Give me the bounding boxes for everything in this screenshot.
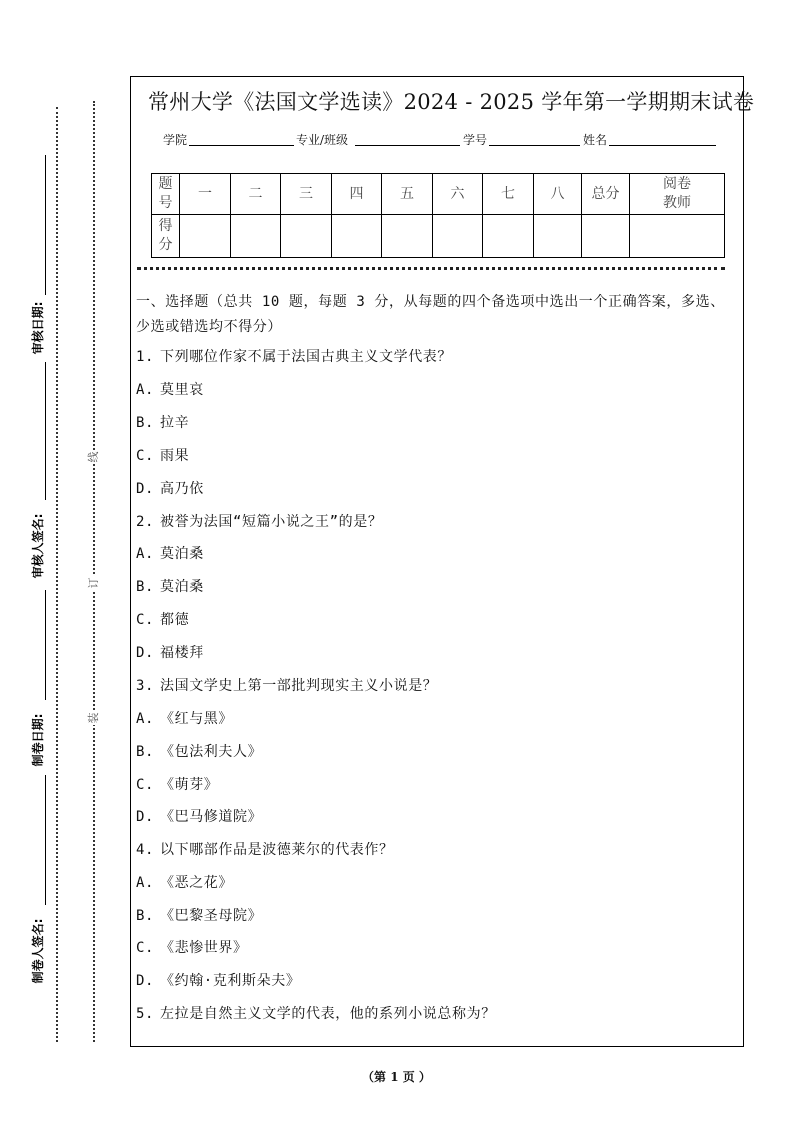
name-input[interactable] [609, 145, 716, 146]
line-mark: 线 [87, 451, 100, 463]
option-text: 《悲惨世界》 [160, 940, 248, 956]
option-text: 《萌芽》 [160, 777, 219, 793]
review-date-line [45, 155, 46, 295]
q1-option-d[interactable] [136, 478, 204, 498]
question-number-row [152, 174, 725, 215]
q2-option-a[interactable] [136, 543, 204, 563]
option-letter: C. [136, 940, 155, 956]
col-header-total: 总分 [582, 174, 630, 215]
college-input[interactable] [189, 145, 294, 146]
option-letter: B. [136, 415, 155, 431]
reviewer-signature-label: 审核人签名: [31, 513, 45, 579]
major-class-input[interactable] [355, 145, 460, 146]
option-text: 都德 [160, 612, 190, 628]
name-label: 姓名 [583, 133, 608, 147]
option-text: 高乃依 [160, 481, 204, 497]
score-cell-7[interactable] [483, 215, 534, 258]
question-number: 4. [136, 842, 155, 858]
row-header-char: 分 [158, 237, 173, 253]
score-table [151, 173, 725, 258]
question-1 [136, 346, 452, 366]
student-id-input[interactable] [489, 145, 580, 146]
preparer-signature-label: 制卷人签名: [31, 918, 45, 984]
option-text: 《红与黑》 [160, 711, 233, 727]
option-letter: A. [136, 382, 155, 398]
option-text: 莫里哀 [160, 382, 204, 398]
outer-dotted-line [56, 107, 58, 1042]
q1-option-c[interactable] [136, 445, 189, 465]
prepare-date-label: 制卷日期: [31, 713, 45, 767]
col-header-6: 六 [433, 174, 483, 215]
reviewer-signature-line-top [45, 362, 46, 500]
score-cell-1[interactable] [180, 215, 231, 258]
q2-option-b[interactable] [136, 576, 204, 596]
option-text: 《巴马修道院》 [160, 809, 263, 825]
col-header-3: 三 [281, 174, 332, 215]
option-letter: D. [136, 481, 155, 497]
option-text: 莫泊桑 [160, 579, 204, 595]
question-number: 2. [136, 514, 155, 530]
q1-option-b[interactable] [136, 412, 189, 432]
option-letter: B. [136, 579, 155, 595]
option-text: 《包法利夫人》 [160, 744, 263, 760]
q2-option-d[interactable] [136, 642, 204, 662]
col-header-grader [630, 174, 725, 215]
col-header-5: 五 [382, 174, 433, 215]
question-text: 被誉为法国“短篇小说之王”的是？ [160, 514, 383, 530]
question-number: 1. [136, 349, 155, 365]
q1-option-a[interactable] [136, 379, 204, 399]
col-header-1: 一 [180, 174, 231, 215]
score-cell-6[interactable] [433, 215, 483, 258]
row-header-score [152, 215, 180, 258]
page-number: （第 1 页 ） [362, 1070, 431, 1084]
option-letter: D. [136, 809, 155, 825]
college-label: 学院 [163, 133, 188, 147]
bind-mark: 订 [87, 577, 100, 589]
question-4 [136, 839, 394, 859]
option-letter: A. [136, 875, 155, 891]
score-row [152, 215, 725, 258]
q2-option-c[interactable] [136, 609, 189, 629]
option-letter: A. [136, 711, 155, 727]
option-letter: B. [136, 908, 155, 924]
q4-option-a[interactable] [136, 872, 233, 892]
option-letter: C. [136, 777, 155, 793]
col-header-4: 四 [332, 174, 382, 215]
inner-dotted-line [93, 101, 95, 1042]
score-cell-4[interactable] [332, 215, 382, 258]
q4-option-c[interactable] [136, 937, 248, 957]
row-header-question-no [152, 174, 180, 215]
section-title: 一、选择题（总共 10 题，每题 3 分，从每题的四个备选项中选出一个正确答案，多选、少选或错选均不得分） [136, 294, 725, 335]
option-text: 福楼拜 [160, 645, 204, 661]
question-number: 5. [136, 1006, 155, 1022]
row-header-char: 题 [158, 176, 173, 192]
col-header-8: 八 [534, 174, 582, 215]
score-cell-5[interactable] [382, 215, 433, 258]
row-header-char: 得 [158, 218, 173, 234]
question-text: 法国文学史上第一部批判现实主义小说是？ [160, 678, 438, 694]
score-cell-8[interactable] [534, 215, 582, 258]
row-header-char: 号 [158, 195, 173, 211]
q3-option-d[interactable] [136, 806, 262, 826]
question-text: 下列哪位作家不属于法国古典主义文学代表？ [160, 349, 452, 365]
score-cell-total[interactable] [582, 215, 630, 258]
option-text: 《恶之花》 [160, 875, 233, 891]
option-letter: D. [136, 645, 155, 661]
col-header-7: 七 [483, 174, 534, 215]
option-text: 雨果 [160, 448, 190, 464]
option-letter: D. [136, 973, 155, 989]
option-text: 莫泊桑 [160, 546, 204, 562]
question-text: 左拉是自然主义文学的代表，他的系列小说总称为？ [160, 1006, 496, 1022]
q4-option-b[interactable] [136, 905, 262, 925]
option-letter: C. [136, 448, 155, 464]
option-letter: A. [136, 546, 155, 562]
separator-dotted-line [137, 267, 725, 270]
review-date-label: 审核日期: [31, 301, 45, 355]
col-header-2: 二 [231, 174, 281, 215]
score-cell-3[interactable] [281, 215, 332, 258]
score-cell-grader[interactable] [630, 215, 725, 258]
option-letter: C. [136, 612, 155, 628]
option-text: 《约翰·克利斯朵夫》 [160, 973, 301, 989]
student-id-label: 学号 [463, 133, 488, 147]
major-class-label: 专业/班级 [296, 133, 349, 147]
q3-option-b[interactable] [136, 741, 262, 761]
question-3 [136, 675, 437, 695]
option-letter: B. [136, 744, 155, 760]
fold-mark: 装 [87, 712, 100, 724]
grader-line1: 阅卷 [663, 176, 691, 192]
prepare-date-line [45, 775, 46, 905]
score-cell-2[interactable] [231, 215, 281, 258]
question-number: 3. [136, 678, 155, 694]
grader-line2: 教师 [663, 195, 691, 211]
question-text: 以下哪部作品是波德莱尔的代表作？ [160, 842, 394, 858]
option-text: 《巴黎圣母院》 [160, 908, 263, 924]
exam-title: 常州大学《法国文学选读》2024 - 2025 学年第一学期期末试卷 [148, 90, 755, 114]
question-5 [136, 1003, 496, 1023]
q3-option-c[interactable] [136, 774, 218, 794]
option-text: 拉辛 [160, 415, 190, 431]
q4-option-d[interactable] [136, 970, 300, 990]
reviewer-signature-line [45, 590, 46, 700]
question-2 [136, 511, 382, 531]
q3-option-a[interactable] [136, 708, 233, 728]
